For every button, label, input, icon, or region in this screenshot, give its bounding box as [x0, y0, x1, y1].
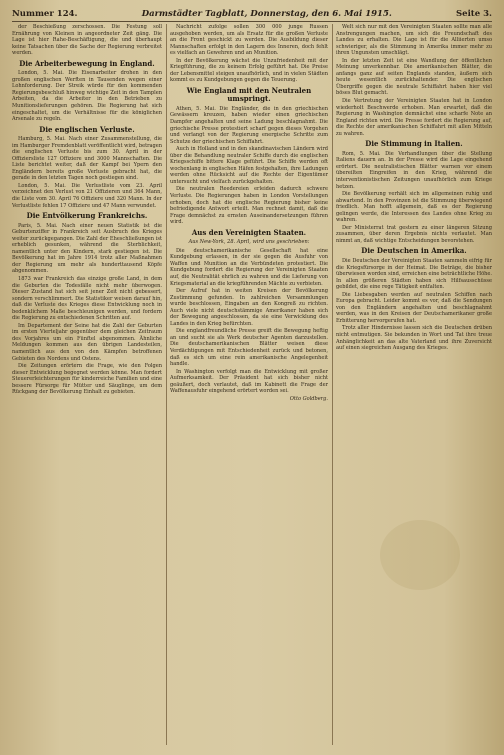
column-2 — [170, 24, 328, 747]
paragraph: London, 5. Mai. Die Eisenarbeiter drohen in den großen englischen Werften in Tausenden wegen einer Lohnforderung. Der Streik würde für den kommenden Regierungsbeschluß hinweg wichtige Zeit in den Tamplen Arbeiten, da die Arbeiter in den Betrieben zu Munitionslieferungen gehören. Die Regierung hat sich eingeschaltet, um die Verhältnisse für die königlichen Arsenale zu regeln. — [12, 70, 162, 123]
paragraph: Auch in Holland und in den skandinavischen Ländern wird über die Behandlung neutraler Schiffe durch die englischen Kriegsschiffe bittere Klage geführt. Die Schiffe werden oft wochenlang in englischen Häfen festgehalten, ihre Ladungen werden ohne Rücksicht auf die Rechte der Eigentümer untersucht und vielfach zurückgehalten. — [170, 146, 328, 185]
issue-number: Nummer 124. — [12, 9, 78, 19]
column-1 — [12, 24, 162, 747]
article-heading: Die Deutschen in Amerika. — [361, 246, 467, 256]
page-header — [12, 8, 492, 20]
paragraph: 1873 war Frankreich das einzige große Land, in dem die Geburten die Todesfälle nicht mehr überwogen. Dieser Zustand hat sich seit jener Zeit nicht gebessert, sondern verschlimmert. Die Statistiker weisen darauf hin, daß die Verluste des Krieges diese Entwicklung noch in bedenklichem Maße beschleunigen werden, und fordern die Regierung zu entschiedenen Schritten auf. — [12, 276, 162, 322]
article-heading: Die Stimmung in Italien. — [365, 139, 463, 149]
page-number: Seite 3. — [456, 9, 492, 19]
article-heading: Die englischen Verluste. — [39, 124, 135, 134]
paragraph: Welt sich nur mit den Vereinigten Staaten sollte man alle Anstrengungen machen, um sich die Freundschaft des Landes zu erhalten. Die Lage ist für die Alliierten umso schwieriger, als die Stimmung in Amerika immer mehr zu ihren Ungunsten umschlägt. — [336, 24, 492, 57]
paragraph: Die Bevölkerung verhält sich im allgemeinen ruhig und abwartend. In den Provinzen ist die Stimmung überwiegend friedlich. Man hofft allgemein, daß es der Regierung gelingen werde, die Interessen des Landes ohne Krieg zu wahren. — [336, 191, 492, 224]
paragraph: Die neutralen Reedereien erleiden dadurch schwere Verluste. Die Regierungen haben in London Vorstellungen erhoben, doch hat die englische Regierung bisher keine befriedigende Antwort erteilt. Man rechnet damit, daß die Frage demnächst zu ernsten Auseinandersetzungen führen wird. — [170, 186, 328, 226]
paragraph: Die Zeitungen erörtern die Frage, wie den Folgen dieser Entwicklung begegnet werden könne. Man fordert Steuererleichterungen für kinderreiche Familien und eine bessere Fürsorge für Mütter und Säuglinge, um dem Rückgang der Bevölkerung Einhalt zu gebieten. — [12, 363, 162, 396]
paragraph: Die deutschamerikanische Gesellschaft hat eine Kundgebung erlassen, in der sie gegen die Ausfuhr von Waffen und Munition an die Verbündeten protestiert. Die Kundgebung fordert die Regierung der Vereinigten Staaten auf, die Neutralität ehrlich zu wahren und die Lieferung von Kriegsmaterial an die kriegführenden Mächte zu verbieten. — [170, 247, 328, 287]
paragraph: Die englandfreundliche Presse greift die Bewegung heftig an und sucht sie als Werk deutscher Agenten darzustellen. Die deutschamerikanischen Blätter weisen diese Verdächtigungen mit Entschiedenheit zurück und betonen, daß es sich um eine rein amerikanische Angelegenheit handle. — [170, 328, 328, 368]
paragraph: Trotz aller Hindernisse lassen sich die Deutschen drüben nicht entmutigen. Sie bekunden in Wort und Tat ihre treue Anhänglichkeit an das alte Vaterland und ihre Zuversicht auf einen siegreichen Ausgang des Krieges. — [336, 325, 492, 352]
article-heading: Die Arbeiterbewegung in England. — [19, 58, 155, 68]
paragraph: Die Deutschen der Vereinigten Staaten sammeln eifrig für die Kriegsfürsorge in der Heimat. Die Beträge, die bisher überwiesen worden sind, erreichen eine beträchtliche Höhe. In allen größeren Städten haben sich Hilfsausschüsse gebildet, die eine rege Tätigkeit entfalten. — [336, 257, 492, 291]
column-divider — [332, 24, 333, 745]
author-signature: Otto Goldberg. — [289, 395, 328, 402]
paragraph: Athen, 5. Mai. Die Engländer, die in den griechischen Gewässern kreuzen, haben wieder einen griechischen Dampfer angehalten und seine Ladung beschlagnahmt. Die griechische Presse protestiert scharf gegen dieses Vorgehen und verlangt von der Regierung energische Schritte zum Schutze der griechischen Schiffahrt. — [170, 105, 328, 145]
paragraph: London, 5. Mai. Die Verlustliste vom 23. April verzeichnet den Verlust von 21 Offizieren und 364 Mann, die Liste vom 30. April 76 Offiziere und 320 Mann. In der Verlustliste fehlen 17 Offiziere und 47 Mann verwundet. — [12, 182, 162, 209]
masthead-date: Darmstädter Tagblatt, Donnerstag, den 6. Mai 1915. — [141, 9, 392, 19]
article-heading: Die Entvölkerung Frankreichs. — [26, 211, 148, 221]
column-3 — [336, 24, 492, 747]
paragraph: In der letzten Zeit ist eine Wandlung der öffentlichen Meinung unverkennbar. Die amerikanischen Blätter, die anfangs ganz auf seiten Englands standen, äußern sich heute wesentlich zurückhaltender. Die englischen Übergriffe gegen die neutrale Schiffahrt haben hier viel böses Blut gemacht. — [336, 57, 492, 97]
paragraph: Der Ministerrat trat gestern zu einer längeren Sitzung zusammen, über deren Ergebnis nichts verlautet. Man nimmt an, daß wichtige Entscheidungen bevorstehen. — [336, 224, 492, 244]
column-divider — [166, 24, 167, 745]
paragraph: Rom, 5. Mai. Die Verhandlungen über die Stellung Italiens dauern an. In der Presse wird die Lage eingehend erörtert. Die neutralistischen Blätter warnen vor einem übereilten Eingreifen in den Krieg, während die interventionistischen Zeitungen unaufhörlich zum Kriege hetzen. — [336, 150, 492, 190]
paragraph: Paris, 5. Mai. Nach einer neuen Statistik ist die Geburtenziffer in Frankreich seit Ausbruch des Krieges weiter zurückgegangen. Die Zahl der Eheschließungen ist erheblich gesunken, während die Sterblichkeit, namentlich unter den Kindern, stark gestiegen ist. Die Bevölkerung hat im Jahre 1914 trotz aller Maßnahmen der Regierung um mehr als hunderttausend Köpfe abgenommen. — [12, 222, 162, 275]
article-dateline: Aus New-York, 28. April, wird uns geschrieben: — [188, 239, 310, 246]
paragraph: Die Vertretung der Vereinigten Staaten hat in London wiederholt Beschwerde erhoben. Man erwartet, daß die Regierung in Washington demnächst eine scharfe Note an England richten wird. Die Presse fordert die Regierung auf, die Rechte der amerikanischen Schiffahrt mit allen Mitteln zu wahren. — [336, 98, 492, 137]
paragraph: Die Liebesgaben werden auf neutralen Schiffen nach Europa gebracht. Leider kommt es vor, daß die Sendungen von den Engländern angehalten und beschlagnahmt werden, was in den Kreisen der Deutschamerikaner große Erbitterung hervorgerufen hat. — [336, 291, 492, 324]
paragraph: Nachricht zufolge sollen 300 000 junge Russen ausgehoben werden, um als Ersatz für die großen Verluste an die Front geschickt zu werden. Die Ausbildung dieser Mannschaften erfolgt in den Lagern des Inneren, doch fehlt es vielfach an Gewehren und an Munition. — [170, 24, 328, 57]
paragraph: Im Departement der Seine hat die Zahl der Geburten im ersten Vierteljahr gegenüber dem gleichen Zeitraum des Vorjahres um ein Fünftel abgenommen. Ähnliche Meldungen kommen aus den übrigen Landesteilen, namentlich aus den von den Kämpfen betroffenen Gebieten des Nordens und Ostens. — [12, 322, 162, 362]
paragraph: Hamburg, 5. Mai. Nach einer Zusammenstellung, die im Hamburger Fremdenblatt veröffentlicht wird, betragen die englischen Verluste bis zum 30. April in der Offiziersliste 127 Offiziere und 3000 Mannschaften. Die Liste berichtet weiter, daß der Kampf bei Ypern den Engländern bereits große Verluste gebracht hat, die gerade in den letzten Tagen noch gestiegen sind. — [12, 136, 162, 182]
article-heading: Wie England mit den Neutralen umspringt. — [186, 85, 312, 104]
paragraph: In der Bevölkerung wächst die Unzufriedenheit mit der Kriegführung, die zu keinem Erfolg geführt hat. Die Preise der Lebensmittel steigen unaufhörlich, und in vielen Städten kommt es zu Kundgebungen gegen die Teuerung. — [170, 57, 328, 84]
paragraph: In Washington verfolgt man die Entwicklung mit großer Aufmerksamkeit. Der Präsident hat sich bisher nicht geäußert, doch verlautet, daß im Kabinett die Frage der Waffenausfuhr eingehend erörtert worden sei. — [170, 368, 328, 395]
header-rule — [12, 21, 492, 22]
paragraph: der Beschießung zerschossen. Die Festung soll Ernährung von Kleinen in angeordneter Zeit gäng. Die Lage ist hier Rahe-Beschäftigung, die und überhaupt keine Tatsachen über die Sache der Regierung verbreitet werden. — [12, 24, 162, 57]
article-heading: Aus den Vereinigten Staaten. — [191, 227, 307, 237]
paragraph: Der Aufruf hat in weiten Kreisen der Bevölkerung Zustimmung gefunden. In zahlreichen Versammlungen wurde beschlossen, Eingaben an den Kongreß zu richten. Auch viele nicht deutschstämmige Amerikaner haben sich der Bewegung angeschlossen, da sie eine Verwicklung des Landes in den Krieg befürchten. — [170, 288, 328, 327]
